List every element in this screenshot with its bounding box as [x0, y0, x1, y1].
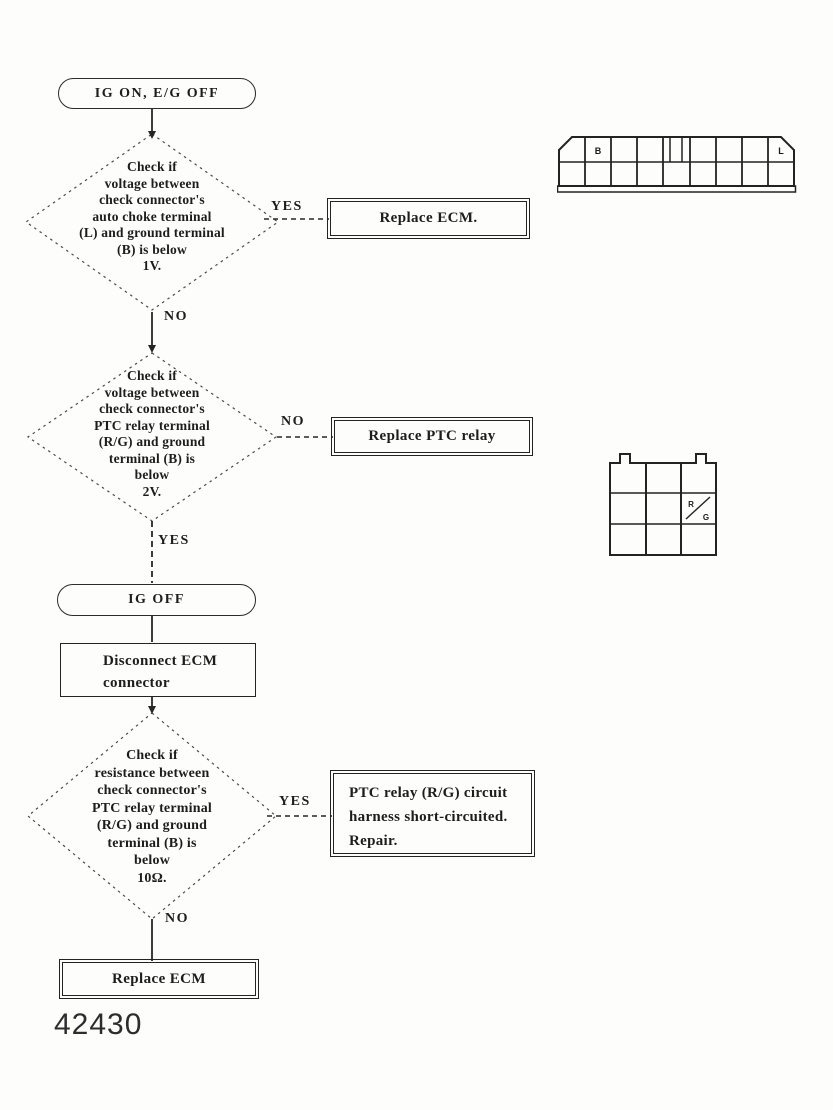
decision-line: (R/G) and ground	[96, 818, 208, 833]
process-disconnect-ecm	[60, 643, 256, 697]
decision-line: terminal (B) is	[107, 835, 197, 851]
decision-line: below	[134, 853, 170, 868]
decision-line: Check if	[126, 748, 178, 763]
decision-line: (R/G) and ground	[98, 434, 206, 449]
edge-label-yes-1: YES	[271, 199, 303, 214]
decision-line: voltage between	[104, 384, 200, 400]
decision-line: PTC relay terminal	[94, 417, 210, 433]
branch-lines	[264, 219, 333, 816]
terminal-ig-off: IG OFF	[57, 584, 256, 616]
decision-ptc-voltage-text	[52, 368, 252, 500]
decision-line: (B) is below	[117, 241, 187, 257]
process-line: Disconnect ECM	[103, 653, 218, 669]
action-replace-ptc-relay: Replace PTC relay	[334, 420, 530, 453]
edge-label-no-1: NO	[164, 309, 188, 324]
decision-line: 2V.	[142, 483, 162, 499]
relay-connector-diagram	[607, 449, 719, 559]
action-replace-ecm-2: Replace ECM	[62, 962, 256, 996]
decision-line: resistance between	[94, 765, 210, 781]
decision-line: Check if	[127, 159, 177, 174]
process-line: connector	[103, 675, 170, 691]
action-line: PTC relay (R/G) circuit	[349, 785, 508, 801]
decision-line: check connector's	[99, 401, 205, 416]
relay-grid-rows	[610, 493, 716, 524]
decision-auto-choke-text	[42, 159, 262, 275]
decision-line: voltage between	[104, 175, 200, 191]
action-line: harness short-circuited.	[349, 809, 508, 825]
decision-line: Check if	[127, 368, 177, 383]
figure-number: 42430	[54, 1008, 143, 1041]
decision-line: check connector's	[99, 192, 205, 207]
pin-label-l: L	[778, 146, 784, 156]
decision-line: auto choke terminal	[92, 208, 212, 224]
action-replace-ecm-1: Replace ECM.	[330, 201, 527, 236]
decision-line: (L) and ground terminal	[79, 225, 225, 240]
pin-label-r: R	[688, 500, 694, 509]
decision-line: terminal (B) is	[108, 450, 196, 466]
edge-label-yes-3: YES	[279, 794, 311, 809]
decision-line: check connector's	[97, 783, 207, 798]
decision-ptc-resistance-text	[42, 747, 262, 887]
pin-label-b: B	[594, 146, 602, 156]
decision-line: 1V.	[142, 258, 162, 273]
pin-label-g: G	[702, 513, 710, 522]
terminal-start: IG ON, E/G OFF	[58, 78, 256, 109]
edge-label-yes-2: YES	[158, 533, 190, 548]
decision-line: 10Ω.	[137, 870, 167, 886]
check-connector-diagram	[557, 135, 797, 201]
decision-line: PTC relay terminal	[92, 800, 212, 816]
edge-label-no-2: NO	[281, 414, 305, 429]
relay-grid-columns	[646, 463, 681, 555]
decision-line: below	[134, 467, 170, 482]
edge-label-no-3: NO	[165, 911, 189, 926]
center-notch	[670, 137, 682, 162]
action-harness-repair	[333, 773, 532, 854]
action-line: Repair.	[349, 833, 398, 849]
